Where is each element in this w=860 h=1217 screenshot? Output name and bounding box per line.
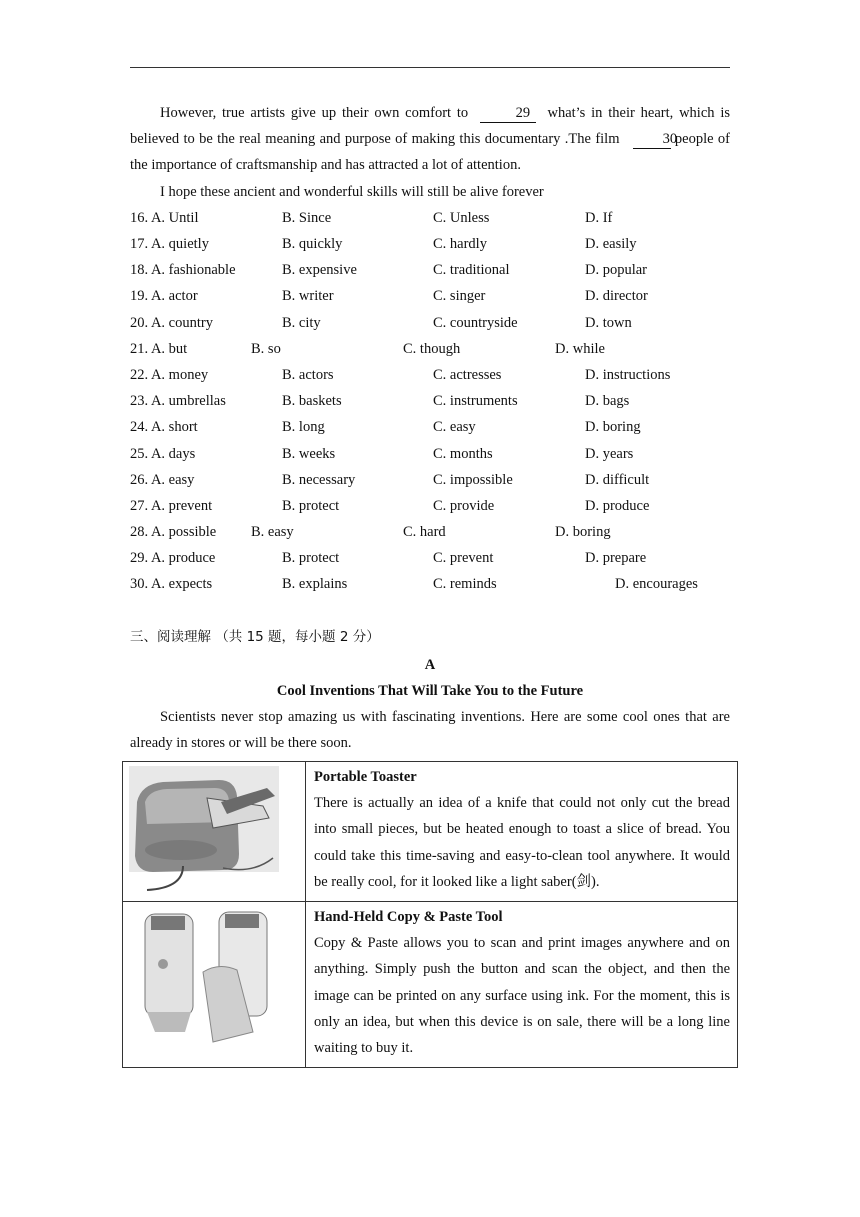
option-d: D. difficult: [585, 471, 650, 488]
option-b: B. quickly: [282, 236, 343, 252]
toaster-image-cell: [123, 762, 306, 902]
option-d: D. popular: [585, 262, 648, 279]
option-row: [130, 310, 730, 336]
option-b: B. explains: [282, 576, 348, 593]
passage-paragraph: [130, 100, 730, 179]
passage-letter: A: [424, 656, 436, 673]
option-row: [130, 467, 730, 493]
option-b: B. baskets: [282, 393, 342, 410]
option-d: D. prepare: [585, 550, 647, 567]
option-a: 22. A. money: [130, 366, 209, 383]
option-c: C. provide: [433, 497, 495, 514]
copy-tool-description-cell: [306, 902, 738, 1068]
option-d: D. boring: [555, 524, 611, 541]
option-c: C. countryside: [433, 314, 518, 331]
option-b: B. easy: [251, 524, 294, 541]
option-a: 23. A. umbrellas: [130, 393, 226, 410]
option-b: B. writer: [282, 288, 334, 305]
option-row: [130, 519, 730, 545]
option-row: [130, 231, 730, 257]
passage-text: people of the importance of craftsmanship and has attracted a lot of attention.: [130, 131, 731, 174]
option-a: 26. A. easy: [130, 471, 195, 488]
option-d: D. easily: [585, 236, 637, 252]
copy-paste-device-image: [123, 902, 305, 1057]
option-a: 29. A. produce: [130, 550, 216, 567]
option-a: 28. A. possible: [130, 524, 217, 541]
option-b: B. city: [282, 314, 321, 331]
option-d: D. while: [555, 340, 605, 357]
option-c: C. actresses: [433, 366, 502, 383]
option-d: D. produce: [585, 497, 650, 514]
option-a: 25. A. days: [130, 445, 196, 462]
option-c: C. prevent: [433, 550, 494, 567]
option-row: [130, 545, 730, 571]
option-d: D. director: [585, 288, 648, 305]
option-c: C. Unless: [433, 209, 490, 226]
option-b: B. necessary: [282, 471, 356, 488]
option-b: B. long: [282, 419, 325, 436]
option-b: B. actors: [282, 366, 334, 383]
option-b: B. protect: [282, 550, 340, 567]
toaster-knife-image: [123, 762, 305, 896]
option-c: C. instruments: [433, 393, 518, 410]
option-a: 30. A. expects: [130, 576, 213, 593]
option-b: B. weeks: [282, 445, 336, 462]
option-row: [130, 257, 730, 283]
section-heading: 三、阅读理解 （共 15 题，每小题 2 分）: [130, 628, 380, 645]
blank-29: 29: [480, 104, 536, 123]
option-a: 17. A. quietly: [130, 236, 209, 252]
option-row: [130, 493, 730, 519]
option-c: C. hard: [403, 524, 446, 541]
article-intro: Scientists never stop amazing us with fascinating inventions. Here are some cool ones that are already in stores or will be there soon.: [130, 709, 730, 752]
invention-title: Hand-Held Copy & Paste Tool: [314, 909, 503, 926]
option-a: 27. A. prevent: [130, 497, 213, 514]
option-row: [130, 414, 730, 440]
option-c: C. hardly: [433, 236, 487, 252]
option-a: 24. A. short: [130, 419, 198, 436]
option-c: C. singer: [433, 288, 486, 305]
invention-title: Portable Toaster: [314, 769, 417, 785]
option-a: 20. A. country: [130, 314, 213, 331]
header-rule: [130, 67, 730, 68]
invention-text: There is actually an idea of a knife that could not only cut the bread into small pieces, but be heated enough to toast a slice of bread. You could take this time-saving and easy-to-clean tool anywhere. It would be really cool, for it looked like a light saber(剑).: [314, 795, 730, 890]
option-c: C. though: [403, 340, 461, 357]
option-c: C. months: [433, 445, 493, 462]
passage-text: what’s in their heart, which is believed to be the real meaning and purpose of making this documentary .The film: [130, 105, 731, 148]
option-row: [130, 362, 730, 388]
option-b: B. expensive: [282, 262, 357, 279]
option-row: [130, 205, 730, 231]
table-row: [123, 762, 738, 902]
option-b: B. so: [251, 340, 281, 357]
passage-closing: I hope these ancient and wonderful skills will still be alive forever: [160, 183, 544, 200]
option-d: D. town: [585, 314, 632, 331]
passage-text: However, true artists give up their own comfort to: [160, 105, 469, 121]
option-d: D. boring: [585, 419, 641, 436]
option-a: 19. A. actor: [130, 288, 198, 305]
option-c: C. reminds: [433, 576, 497, 593]
blank-30: 30: [633, 130, 671, 149]
page-content: [130, 100, 730, 757]
copy-tool-image-cell: [123, 902, 306, 1068]
inventions-table: [122, 761, 738, 1068]
option-a: 18. A. fashionable: [130, 262, 236, 279]
option-row: [130, 571, 730, 597]
option-d: D. If: [585, 209, 613, 226]
answer-options: [130, 205, 730, 598]
option-d: D. bags: [585, 393, 630, 410]
option-row: [130, 283, 730, 309]
option-row: [130, 441, 730, 467]
option-c: C. easy: [433, 419, 476, 436]
option-row: [130, 388, 730, 414]
option-b: B. Since: [282, 209, 332, 226]
option-b: B. protect: [282, 497, 340, 514]
article-title: Cool Inventions That Will Take You to the Future: [276, 683, 584, 700]
invention-text: Copy & Paste allows you to scan and print images anywhere and on anything. Simply push the button and scan the object, and then the image can be printed on any surface using ink. For the moment, this is only an idea, but when this device is on sale, there will be a long line waiting to buy it.: [314, 935, 730, 1057]
option-d: D. encourages: [615, 576, 698, 593]
option-c: C. traditional: [433, 262, 510, 279]
option-d: D. instructions: [585, 366, 671, 383]
option-a: 21. A. but: [130, 340, 188, 357]
option-row: [130, 336, 730, 362]
toaster-description-cell: [306, 762, 738, 902]
table-row: [123, 902, 738, 1068]
option-a: 16. A. Until: [130, 209, 199, 226]
option-c: C. impossible: [433, 471, 513, 488]
option-d: D. years: [585, 445, 634, 462]
